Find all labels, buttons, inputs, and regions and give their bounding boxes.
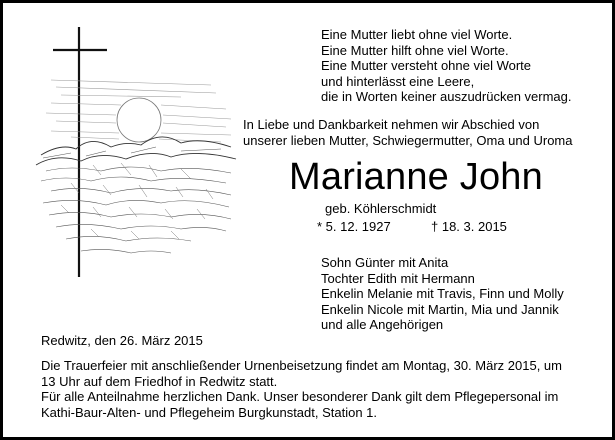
- family-member: Enkelin Melanie mit Travis, Finn und Molly: [321, 286, 564, 302]
- notice-line: 13 Uhr auf dem Friedhof in Redwitz statt.: [41, 373, 278, 389]
- poem-line: und hinterlässt eine Leere,: [321, 73, 475, 89]
- notice-line: Für alle Anteilnahme herzlichen Dank. Unser besonderer Dank gilt dem Pflegepersonal im: [41, 389, 559, 405]
- birth-date: * 5. 12. 1927: [317, 219, 391, 234]
- intro-line: unserer lieben Mutter, Schwiegermutter, Oma und Uroma: [243, 132, 573, 148]
- intro-text: [243, 117, 572, 148]
- family-member: Sohn Günter mit Anita: [321, 255, 449, 270]
- place-date: Redwitz, den 26. März 2015: [41, 333, 203, 348]
- poem-line: Eine Mutter hilft ohne viel Worte.: [321, 42, 509, 58]
- funeral-notice: [41, 358, 562, 420]
- intro-line: In Liebe und Dankbarkeit nehmen wir Abschied von: [243, 117, 540, 132]
- cross-landscape-sun-icon: [31, 25, 241, 280]
- family-member: Tochter Edith mit Hermann: [321, 270, 475, 286]
- family-member: und alle Angehörigen: [321, 317, 444, 333]
- poem: [321, 27, 572, 105]
- deceased-name: Marianne John: [289, 156, 543, 198]
- poem-line: die in Worten keiner auszudrücken vermag.: [321, 89, 572, 105]
- notice-line: Die Trauerfeier mit anschließender Urnenbeisetzung findet am Montag, 30. März 2015, um: [41, 358, 562, 373]
- family-member: Enkelin Nicole mit Martin, Mia und Jannik: [321, 301, 559, 317]
- poem-line: Eine Mutter liebt ohne viel Worte.: [321, 27, 513, 42]
- notice-line: Kathi-Baur-Alten- und Pflegeheim Burgkunstadt, Station 1.: [41, 404, 378, 420]
- maiden-name: geb. Köhlerschmidt: [325, 201, 437, 216]
- death-date: † 18. 3. 2015: [431, 219, 507, 234]
- family-list: [321, 255, 564, 333]
- poem-line: Eine Mutter versteht ohne viel Worte: [321, 58, 532, 74]
